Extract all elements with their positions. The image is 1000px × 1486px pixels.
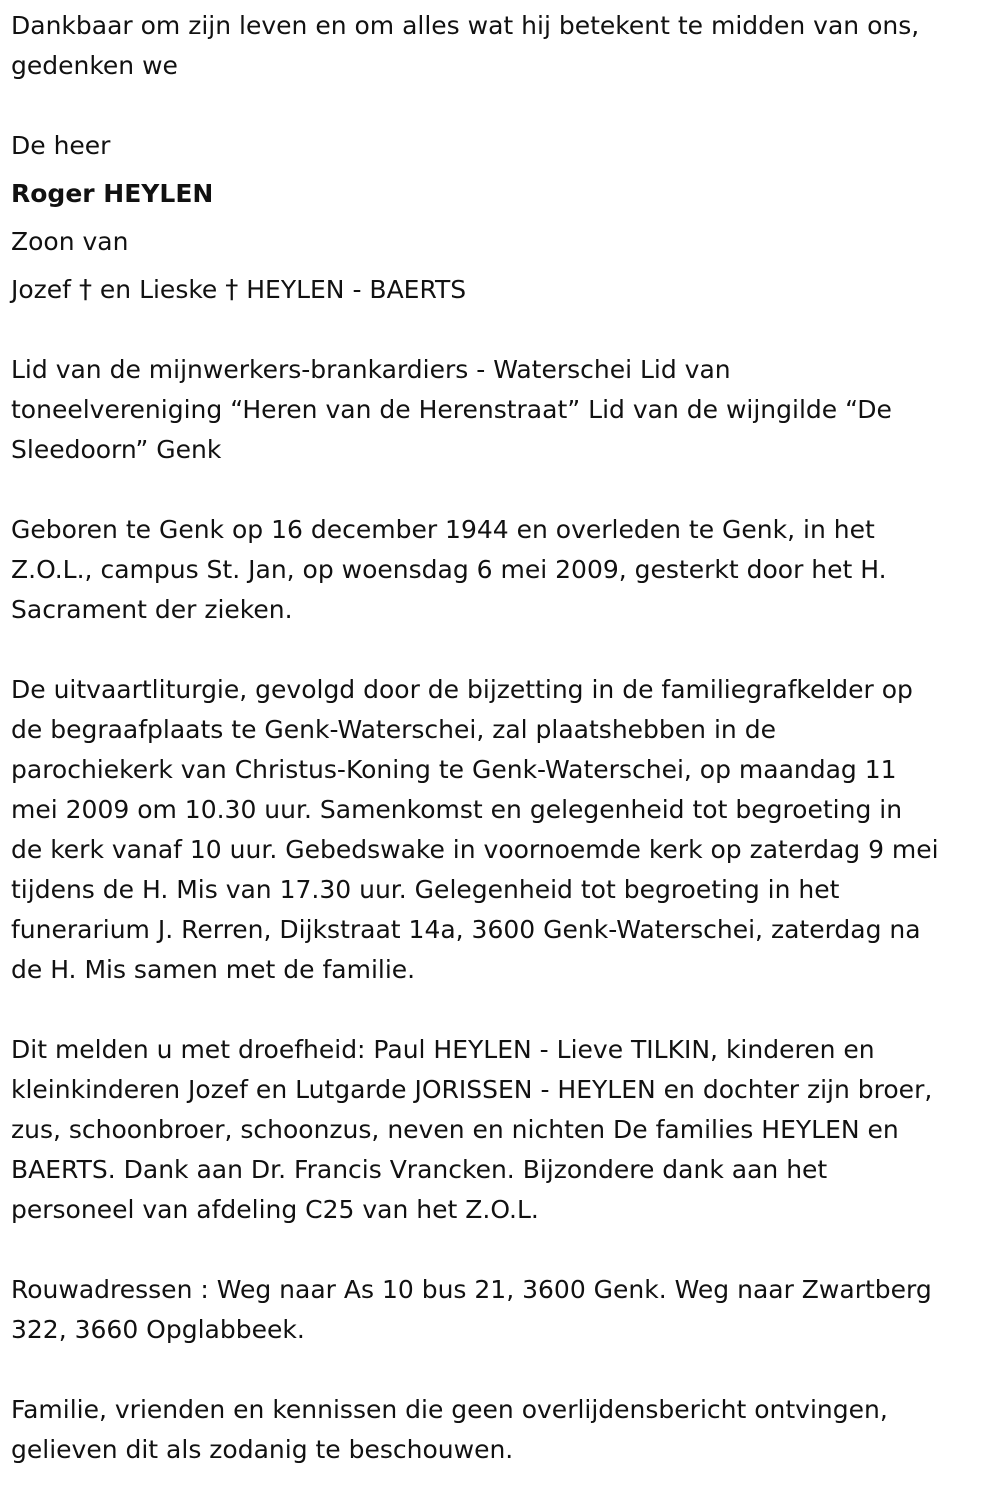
funeral-line: parochiekerk van Christus-Koning te Genk-Waterschei, op maandag 11 — [11, 755, 897, 784]
memberships-paragraph — [11, 350, 996, 470]
parents-family-names: HEYLEN - BAERTS — [246, 275, 467, 304]
paragraph-spacer — [11, 990, 996, 1030]
announcement-line: BAERTS. Dank aan Dr. Francis Vrancken. Bijzondere dank aan het — [11, 1155, 828, 1184]
birth-death-line: Z.O.L., campus St. Jan, op woensdag 6 mei 2009, gesterkt door het H. — [11, 555, 887, 584]
closing-paragraph — [11, 1390, 996, 1470]
intro-line: Dankbaar om zijn leven en om alles wat hij betekent te midden van ons, — [11, 11, 920, 40]
funeral-line: de H. Mis samen met de familie. — [11, 955, 416, 984]
announcement-line: Dit melden u met droefheid: Paul HEYLEN - Lieve TILKIN, kinderen en — [11, 1035, 875, 1064]
paragraph-spacer — [11, 1350, 996, 1390]
closing-line: gelieven dit als zodanig te beschouwen. — [11, 1435, 514, 1464]
birth-death-line: Sacrament der zieken. — [11, 595, 293, 624]
paragraph-spacer — [11, 86, 996, 126]
funeral-line: De uitvaartliturgie, gevolgd door de bijzetting in de familiegrafkelder op — [11, 675, 913, 704]
salutation: De heer — [11, 131, 111, 160]
paragraph-spacer — [11, 1230, 996, 1270]
funeral-paragraph — [11, 670, 996, 990]
cross-icon: † — [78, 275, 92, 305]
funeral-line: tijdens de H. Mis van 17.30 uur. Gelegenheid tot begroeting in het — [11, 875, 840, 904]
birth-death-paragraph — [11, 510, 996, 630]
funeral-line: de begraafplaats te Genk-Waterschei, zal plaatshebben in de — [11, 715, 776, 744]
parents-line — [11, 270, 996, 310]
line-spacer — [11, 214, 996, 222]
obituary-text — [11, 6, 996, 1470]
memberships-line: Lid van de mijnwerkers-brankardiers - Waterschei Lid van — [11, 355, 731, 384]
intro-line: gedenken we — [11, 51, 178, 80]
memberships-line: Sleedoorn” Genk — [11, 435, 222, 464]
memberships-line: toneelvereniging “Heren van de Herenstraat” Lid van de wijngilde “De — [11, 395, 892, 424]
son-of-label: Zoon van — [11, 227, 129, 256]
paragraph-spacer — [11, 470, 996, 510]
announcement-paragraph — [11, 1030, 996, 1230]
cross-icon: † — [225, 275, 239, 305]
paragraph-spacer — [11, 310, 996, 350]
addresses-line: 322, 3660 Opglabbeek. — [11, 1315, 305, 1344]
deceased-name: Roger HEYLEN — [11, 179, 214, 208]
announcement-line: personeel van afdeling C25 van het Z.O.L. — [11, 1195, 539, 1224]
addresses-line: Rouwadressen : Weg naar As 10 bus 21, 3600 Genk. Weg naar Zwartberg — [11, 1275, 932, 1304]
line-spacer — [11, 166, 996, 174]
parents-connector: en Lieske — [99, 275, 218, 304]
announcement-line: kleinkinderen Jozef en Lutgarde JORISSEN - HEYLEN en dochter zijn broer, — [11, 1075, 933, 1104]
line-spacer — [11, 262, 996, 270]
funeral-line: mei 2009 om 10.30 uur. Samenkomst en gelegenheid tot begroeting in — [11, 795, 903, 824]
funeral-line: funerarium J. Rerren, Dijkstraat 14a, 3600 Genk-Waterschei, zaterdag na — [11, 915, 921, 944]
paragraph-spacer — [11, 630, 996, 670]
addresses-paragraph — [11, 1270, 996, 1350]
announcement-line: zus, schoonbroer, schoonzus, neven en nichten De families HEYLEN en — [11, 1115, 899, 1144]
birth-death-line: Geboren te Genk op 16 december 1944 en overleden te Genk, in het — [11, 515, 875, 544]
closing-line: Familie, vrienden en kennissen die geen overlijdensbericht ontvingen, — [11, 1395, 888, 1424]
father-name: Jozef — [11, 275, 71, 304]
funeral-line: de kerk vanaf 10 uur. Gebedswake in voornoemde kerk op zaterdag 9 mei — [11, 835, 939, 864]
intro-paragraph — [11, 6, 996, 86]
